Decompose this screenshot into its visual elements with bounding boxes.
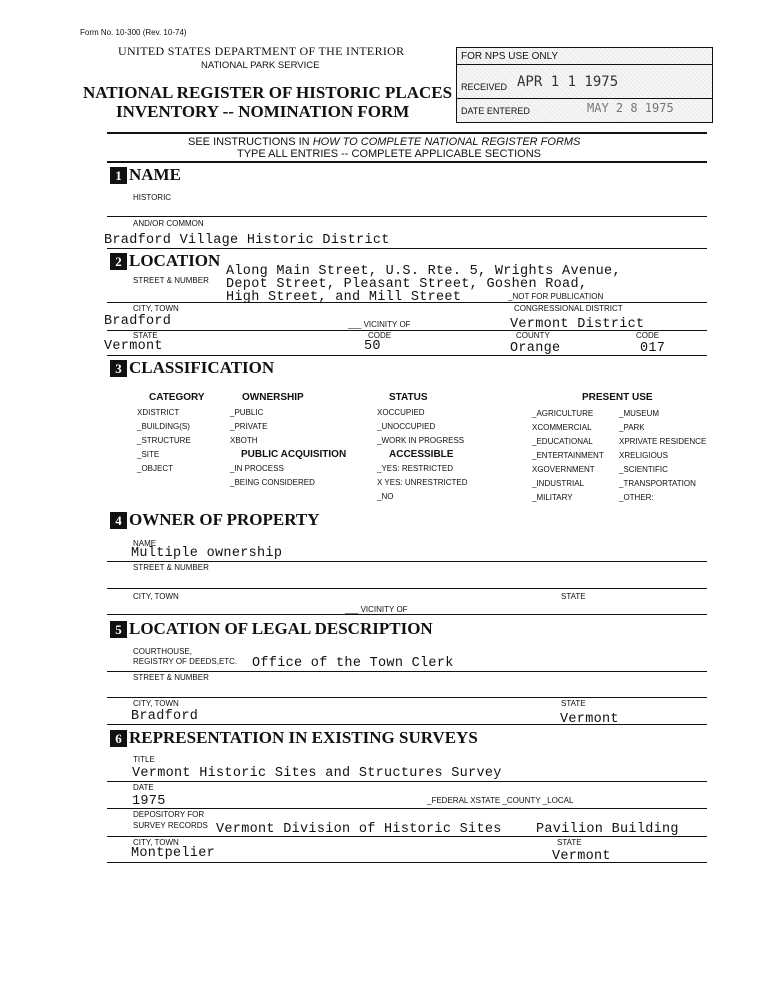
- present-use-option: _AGRICULTURE: [532, 409, 594, 418]
- code-label: CODE: [368, 331, 392, 340]
- agency-service: NATIONAL PARK SERVICE: [201, 60, 320, 71]
- status-heading: STATUS: [389, 392, 428, 403]
- status-option: _WORK IN PROGRESS: [377, 436, 465, 445]
- survey-city-label: CITY, TOWN: [133, 838, 179, 847]
- legal-street-label: STREET & NUMBER: [133, 673, 209, 682]
- courthouse-label-2: REGISTRY OF DEEDS,ETC.: [133, 657, 238, 666]
- survey-city-value: Montpelier: [131, 846, 216, 861]
- owner-state-label: STATE: [561, 592, 586, 601]
- survey-state-label: STATE: [557, 838, 582, 847]
- agency-department: UNITED STATES DEPARTMENT OF THE INTERIOR: [118, 44, 405, 58]
- survey-date-label: DATE: [133, 783, 154, 792]
- status-option: _UNOCCUPIED: [377, 422, 436, 431]
- ownership-heading: OWNERSHIP: [242, 392, 304, 403]
- courthouse-label-1: COURTHOUSE,: [133, 647, 192, 656]
- survey-title-label: TITLE: [133, 755, 155, 764]
- street-number-label: STREET & NUMBER: [133, 276, 209, 285]
- common-name-label: AND/OR COMMON: [133, 219, 204, 228]
- legal-city-value: Bradford: [131, 709, 199, 724]
- depository-value: Vermont Division of Historic Sites: [216, 822, 502, 837]
- accessible-option: X YES: UNRESTRICTED: [377, 478, 468, 487]
- acquisition-option: _IN PROCESS: [230, 464, 284, 473]
- section-2-heading: 2 LOCATION: [110, 251, 220, 271]
- present-use-option: _MILITARY: [532, 493, 573, 502]
- present-use-option: XCOMMERCIAL: [532, 423, 592, 432]
- section-3-heading: 3 CLASSIFICATION: [110, 358, 274, 378]
- received-stamp: APR 1 1 1975: [517, 74, 619, 90]
- category-option: _BUILDING(S): [137, 422, 190, 431]
- present-use-heading: PRESENT USE: [582, 392, 653, 403]
- present-use-option: _EDUCATIONAL: [532, 437, 593, 446]
- accessible-heading: ACCESSIBLE: [389, 449, 454, 460]
- nps-use-only-box: [456, 47, 713, 123]
- present-use-option: XPRIVATE RESIDENCE: [619, 437, 707, 446]
- section-1-heading: 1 NAME: [110, 165, 181, 185]
- owner-city-label: CITY, TOWN: [133, 592, 179, 601]
- state-label: STATE: [133, 331, 158, 340]
- survey-date-value: 1975: [132, 794, 166, 809]
- depository-label-2: SURVEY RECORDS: [133, 821, 208, 830]
- present-use-option: _INDUSTRIAL: [532, 479, 585, 488]
- form-number: Form No. 10-300 (Rev. 10-74): [80, 28, 187, 37]
- present-use-option: _MUSEUM: [619, 409, 660, 418]
- county-code-label: CODE: [636, 331, 660, 340]
- present-use-option: _SCIENTIFIC: [619, 465, 668, 474]
- status-option: XOCCUPIED: [377, 408, 425, 417]
- category-heading: CATEGORY: [149, 392, 205, 403]
- owner-street-label: STREET & NUMBER: [133, 563, 209, 572]
- instructions-line1: SEE INSTRUCTIONS IN HOW TO COMPLETE NATIONAL REGISTER FORMS: [188, 136, 581, 148]
- public-acquisition-heading: PUBLIC ACQUISITION: [241, 449, 347, 460]
- present-use-option: _PARK: [619, 423, 645, 432]
- received-label: RECEIVED: [461, 82, 508, 92]
- city-town-label: CITY, TOWN: [133, 304, 179, 313]
- owner-vicinity-label: ___ VICINITY OF: [345, 605, 408, 614]
- section-5-heading: 5 LOCATION OF LEGAL DESCRIPTION: [110, 619, 433, 639]
- depository-label-1: DEPOSITORY FOR: [133, 810, 205, 819]
- courthouse-value: Office of the Town Clerk: [252, 656, 454, 671]
- survey-levels: _FEDERAL XSTATE _COUNTY _LOCAL: [427, 796, 574, 805]
- legal-state-value: Vermont: [560, 712, 619, 727]
- congressional-district-label: CONGRESSIONAL DISTRICT: [514, 304, 623, 313]
- present-use-option: _OTHER:: [619, 493, 654, 502]
- vicinity-of-label: ___ VICINITY OF: [348, 320, 411, 329]
- category-option: _OBJECT: [137, 464, 174, 473]
- instructions-line2: TYPE ALL ENTRIES -- COMPLETE APPLICABLE SECTIONS: [237, 148, 542, 160]
- survey-title-value: Vermont Historic Sites and Structures Survey: [132, 766, 502, 781]
- state-code-value: 50: [364, 339, 381, 354]
- street-line-1: Along Main Street, U.S. Rte. 5, Wrights Avenue,: [226, 264, 621, 279]
- common-name-value: Bradford Village Historic District: [104, 233, 390, 248]
- form-title-line2: INVENTORY -- NOMINATION FORM: [116, 102, 410, 121]
- congressional-district-value: Vermont District: [510, 317, 645, 332]
- street-line-2: Depot Street, Pleasant Street, Goshen Road,: [226, 277, 588, 292]
- county-code-value: 017: [640, 341, 666, 356]
- ownership-option: _PUBLIC: [230, 408, 264, 417]
- date-entered-label: DATE ENTERED: [461, 106, 530, 116]
- owner-name-label: NAME: [133, 539, 157, 548]
- historic-label: HISTORIC: [133, 193, 172, 202]
- street-line-3: High Street, and Mill Street: [226, 290, 462, 305]
- county-label: COUNTY: [516, 331, 550, 340]
- state-value: Vermont: [104, 339, 163, 354]
- category-option: XDISTRICT: [137, 408, 180, 417]
- nps-box-header: FOR NPS USE ONLY: [461, 51, 559, 62]
- legal-state-label: STATE: [561, 699, 586, 708]
- accessible-option: _YES: RESTRICTED: [377, 464, 454, 473]
- date-entered-stamp: MAY 2 8 1975: [587, 101, 674, 115]
- present-use-option: _TRANSPORTATION: [619, 479, 696, 488]
- depository-extra: Pavilion Building: [536, 822, 679, 837]
- acquisition-option: _BEING CONSIDERED: [230, 478, 315, 487]
- present-use-option: XGOVERNMENT: [532, 465, 595, 474]
- form-title-line1: NATIONAL REGISTER OF HISTORIC PLACES: [83, 83, 453, 102]
- section-4-heading: 4 OWNER OF PROPERTY: [110, 510, 320, 530]
- present-use-option: _ENTERTAINMENT: [532, 451, 604, 460]
- city-value: Bradford: [104, 314, 172, 329]
- not-for-publication: _NOT FOR PUBLICATION: [508, 292, 604, 301]
- legal-city-label: CITY, TOWN: [133, 699, 179, 708]
- category-option: _SITE: [137, 450, 160, 459]
- accessible-option: _NO: [377, 492, 394, 501]
- owner-name-value: Multiple ownership: [131, 546, 283, 561]
- ownership-option: XBOTH: [230, 436, 258, 445]
- present-use-option: XRELIGIOUS: [619, 451, 668, 460]
- survey-state-value: Vermont: [552, 849, 611, 864]
- section-6-heading: 6 REPRESENTATION IN EXISTING SURVEYS: [110, 728, 478, 748]
- category-option: _STRUCTURE: [137, 436, 191, 445]
- ownership-option: _PRIVATE: [230, 422, 268, 431]
- county-value: Orange: [510, 341, 561, 356]
